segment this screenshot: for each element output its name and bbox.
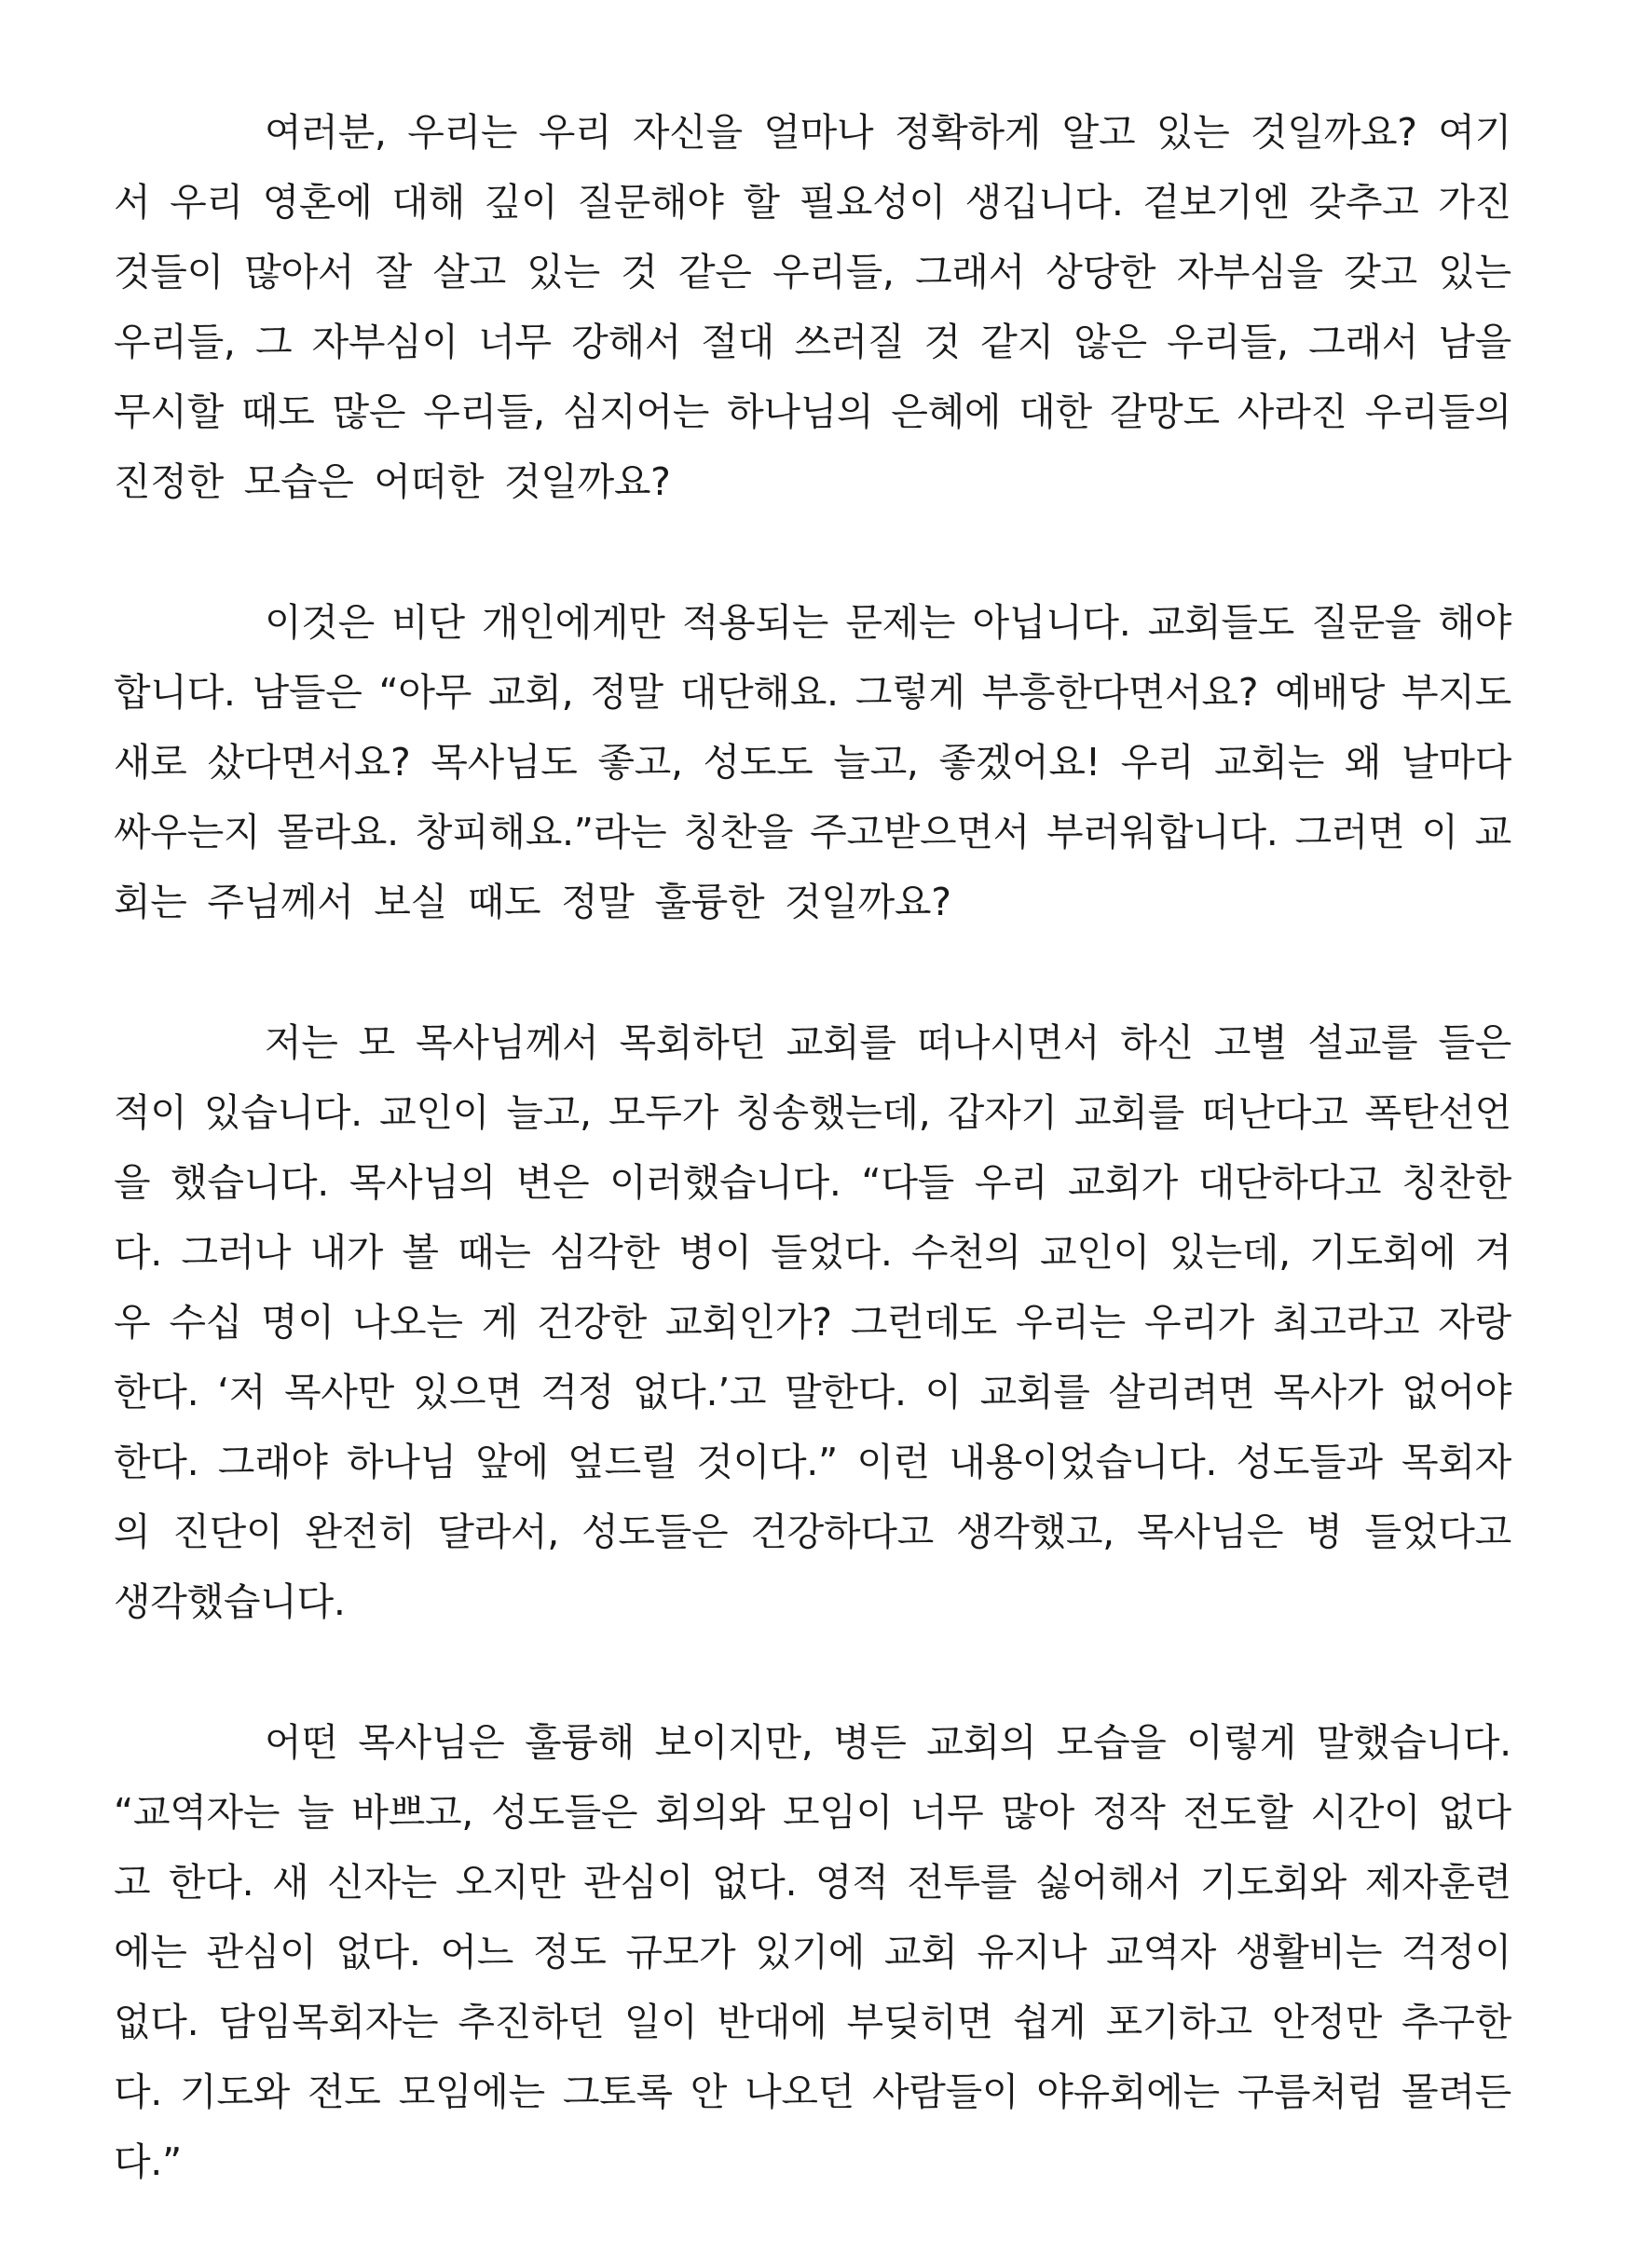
- word: 들었다고: [1364, 1510, 1511, 1554]
- word: 없다.: [335, 1930, 421, 1974]
- word: 을: [114, 1160, 151, 1205]
- word: 성도들은: [581, 1510, 729, 1554]
- word: 없어야: [1401, 1370, 1511, 1414]
- word: 최고라고: [1272, 1300, 1420, 1345]
- word: 것일까요?: [1251, 110, 1417, 155]
- word: 있는: [1438, 250, 1511, 294]
- word: 비단: [391, 600, 465, 645]
- word: 모임에는: [398, 2070, 545, 2114]
- word: 날마다: [1401, 740, 1511, 785]
- word: 심지어는: [562, 389, 710, 434]
- word: 그러나: [181, 1230, 292, 1275]
- word: 싫어해서: [1034, 1860, 1183, 1905]
- text-line: 다.”: [114, 2139, 182, 2184]
- word: 목사만: [284, 1370, 394, 1414]
- text-line: [114, 1008, 1511, 1078]
- word: 교인이: [1040, 1230, 1150, 1275]
- word: 개인에게만: [482, 600, 665, 645]
- word: 목사님은: [1136, 1510, 1284, 1554]
- word: 사라진: [1237, 389, 1347, 434]
- word: 저는: [265, 1020, 338, 1065]
- text-line: [114, 1218, 1511, 1288]
- word: 여러분,: [265, 110, 387, 155]
- word: 가진: [1438, 180, 1511, 225]
- word: 좋고,: [597, 740, 683, 785]
- word: 우리: [974, 1160, 1048, 1205]
- word: 변은: [515, 1160, 590, 1205]
- word: 담임목회자는: [218, 2000, 439, 2044]
- word: 건강한: [537, 1300, 647, 1345]
- word: 목사님의: [349, 1160, 496, 1205]
- word: 정말: [590, 670, 663, 715]
- word: 어떤: [265, 1720, 338, 1765]
- word: 우리는: [407, 110, 518, 155]
- word: 새로: [114, 740, 187, 785]
- paragraph-4: [114, 1708, 1511, 2197]
- word: 우: [114, 1300, 151, 1345]
- word: 없다.: [114, 2000, 199, 2044]
- word: 추진하던: [458, 2000, 605, 2044]
- word: 걱정: [540, 1370, 615, 1414]
- text-line: [114, 1778, 1511, 1848]
- word: 늘고,: [833, 740, 919, 785]
- word: 교인이: [379, 1090, 490, 1135]
- word: 새: [272, 1860, 309, 1905]
- word: 없다.’고: [632, 1370, 767, 1414]
- word: 시간이: [1310, 1790, 1421, 1835]
- text-line: [114, 1428, 1511, 1497]
- word: 우리: [538, 110, 612, 155]
- word: 하신: [1120, 1020, 1194, 1065]
- word: 강해서: [571, 320, 682, 364]
- text-line: [114, 1288, 1511, 1358]
- word: 않은: [1073, 320, 1147, 364]
- word: 고: [114, 1860, 151, 1905]
- word: 합니다.: [114, 670, 236, 715]
- word: 게: [481, 1300, 518, 1345]
- word: 완전히: [305, 1510, 416, 1554]
- word: 할: [743, 180, 780, 225]
- word: 많아서: [244, 250, 355, 294]
- word: 창피해요.”라는: [415, 810, 667, 854]
- word: 있기에: [755, 1930, 866, 1974]
- word: 건강하다고: [750, 1510, 934, 1554]
- word: 엎드릴: [567, 1440, 678, 1484]
- word: 진단이: [172, 1510, 283, 1554]
- word: 전도: [307, 2070, 381, 2114]
- word: 교회,: [487, 670, 574, 715]
- word: 이러했습니다.: [609, 1160, 841, 1205]
- word: 많은: [332, 389, 406, 434]
- word: 병이: [678, 1230, 752, 1275]
- word: 그러면: [1294, 810, 1405, 854]
- word: 살고: [432, 250, 506, 294]
- word: 추구한: [1401, 2000, 1511, 2044]
- word: 남들은: [252, 670, 362, 715]
- word: 몰라요.: [277, 810, 399, 854]
- word: 걱정이: [1401, 1930, 1511, 1974]
- word: 칭찬한: [1401, 1160, 1511, 1205]
- word: 하나님의: [727, 389, 874, 434]
- word: 교회들도: [1147, 600, 1294, 645]
- word: 교회: [883, 1930, 958, 1974]
- word: 질문해야: [577, 180, 724, 225]
- word: 한다.: [114, 1440, 199, 1484]
- document-page: [114, 98, 1511, 2268]
- word: 그래서: [1308, 320, 1419, 364]
- word: 여기: [1438, 110, 1511, 155]
- word: 성도도: [703, 740, 814, 785]
- word: 적이: [114, 1090, 187, 1135]
- word: “다들: [861, 1160, 954, 1205]
- word: 정도: [532, 1930, 607, 1974]
- word: 말했습니다.: [1316, 1720, 1511, 1765]
- text-line: [114, 377, 1511, 447]
- word: 서: [114, 180, 151, 225]
- word: “교역자는: [114, 1790, 280, 1835]
- word: 기도와: [180, 2070, 290, 2114]
- text-line: 진정한 모습은 어떠한 것일까요?: [114, 459, 671, 504]
- word: 모: [358, 1020, 395, 1065]
- word: 교회를: [1073, 1090, 1184, 1135]
- word: 교회는: [1214, 740, 1325, 785]
- word: 늘: [297, 1790, 335, 1835]
- word: 다.: [114, 2070, 163, 2114]
- word: 필요성이: [799, 180, 946, 225]
- word: 몰려든: [1401, 2070, 1511, 2114]
- word: 에는: [114, 1930, 187, 1974]
- word: 교회가: [1068, 1160, 1178, 1205]
- word: 생각했고,: [955, 1510, 1114, 1554]
- text-line: [114, 307, 1511, 377]
- word: 자랑: [1438, 1300, 1511, 1345]
- word: 남을: [1438, 320, 1511, 364]
- word: 전도할: [1183, 1790, 1293, 1835]
- word: 때도: [240, 389, 315, 434]
- word: 있는: [1155, 110, 1230, 155]
- word: 영혼에: [262, 180, 373, 225]
- word: 알고: [1061, 110, 1136, 155]
- word: 없다.: [711, 1860, 798, 1905]
- word: 어느: [440, 1930, 514, 1974]
- word: 정작: [1091, 1790, 1166, 1835]
- word: 규모가: [625, 1930, 736, 1974]
- word: 우리들,: [772, 250, 895, 294]
- word: 앞에: [475, 1440, 549, 1484]
- word: 갖고: [1344, 250, 1417, 294]
- word: 모습을: [1056, 1720, 1167, 1765]
- word: 들었다.: [770, 1230, 893, 1275]
- word: 이: [1421, 810, 1458, 854]
- word: 예배당: [1275, 670, 1386, 715]
- word: 목사가: [1273, 1370, 1384, 1414]
- word: 하나님: [346, 1440, 457, 1484]
- paragraph-2: [114, 588, 1511, 937]
- word: 바쁘고,: [351, 1790, 474, 1835]
- word: 명이: [261, 1300, 335, 1345]
- text-line: [114, 1497, 1511, 1567]
- word: 싸우는지: [114, 810, 261, 854]
- word: 교회를: [786, 1020, 896, 1065]
- word: 이렇게: [1186, 1720, 1297, 1765]
- word: 같은: [677, 250, 752, 294]
- text-line: [114, 1848, 1511, 1918]
- word: 안정만: [1271, 2000, 1382, 2044]
- word: 문제는: [845, 600, 956, 645]
- text-line: [114, 1988, 1511, 2057]
- word: 볼: [402, 1230, 439, 1275]
- word: 오지만: [455, 1860, 566, 1905]
- word: 병든: [833, 1720, 907, 1765]
- word: 떠난다고: [1201, 1090, 1348, 1135]
- word: 있습니다.: [203, 1090, 362, 1135]
- word: 그렇게: [855, 670, 965, 715]
- word: 했습니다.: [171, 1160, 330, 1205]
- word: 훌륭해: [524, 1720, 635, 1765]
- word: 대한: [1019, 389, 1092, 434]
- word: 갑자기: [947, 1090, 1058, 1135]
- word: 회의와: [655, 1790, 766, 1835]
- word: 생깁니다.: [964, 180, 1124, 225]
- word: 유지나: [977, 1930, 1087, 1974]
- word: 없다: [1438, 1790, 1511, 1835]
- text-line: [114, 238, 1511, 307]
- word: 것들이: [114, 250, 224, 294]
- word: 대해: [391, 180, 466, 225]
- word: 것: [621, 250, 658, 294]
- word: 자부심이: [311, 320, 458, 364]
- word: 달라서,: [437, 1510, 559, 1554]
- word: 의: [114, 1510, 151, 1554]
- word: 내가: [309, 1230, 384, 1275]
- text-line: 생각했습니다.: [114, 1579, 346, 1624]
- word: 목사님은: [358, 1720, 505, 1765]
- word: 샀다면서요?: [207, 740, 411, 785]
- text-line: [114, 1148, 1511, 1218]
- word: 잘: [375, 250, 412, 294]
- word: 반대에: [717, 2000, 827, 2044]
- word: 칭송했는데,: [735, 1090, 931, 1135]
- word: 깊이: [484, 180, 558, 225]
- word: 그: [254, 320, 293, 364]
- word: 모두가: [608, 1090, 718, 1135]
- paragraph-1: [114, 98, 1511, 517]
- word: 그런데도: [850, 1300, 997, 1345]
- word: 은혜에: [891, 389, 1002, 434]
- text-line: [114, 1918, 1511, 1988]
- word: 설교를: [1307, 1020, 1418, 1065]
- text-line: [114, 168, 1511, 238]
- text-line: [114, 1708, 1511, 1778]
- word: 있는: [526, 250, 600, 294]
- word: 부러워합니다.: [1046, 810, 1278, 854]
- word: 있는데,: [1169, 1230, 1291, 1275]
- word: 해야: [1438, 600, 1511, 645]
- text-line: [114, 1078, 1511, 1148]
- word: 갖추고: [1308, 180, 1419, 225]
- word: 칭찬을: [683, 810, 794, 854]
- word: 기도회와: [1199, 1860, 1347, 1905]
- word: 야유회에는: [1036, 2070, 1220, 2114]
- text-line: [114, 2057, 1511, 2127]
- text-line: [114, 98, 1511, 168]
- word: 이런: [856, 1440, 930, 1484]
- word: 너무: [909, 1790, 984, 1835]
- word: 다.: [114, 1230, 163, 1275]
- word: 자신을: [632, 110, 743, 155]
- text-line: [114, 1358, 1511, 1428]
- word: 주고받으면서: [810, 810, 1030, 854]
- word: 절대: [701, 320, 775, 364]
- word: 기도회에: [1309, 1230, 1456, 1275]
- text-line: [114, 658, 1511, 728]
- word: 제자훈련: [1364, 1860, 1511, 1905]
- word: 관심이: [206, 1930, 317, 1974]
- word: 자부심을: [1176, 250, 1323, 294]
- text-line: [114, 728, 1511, 798]
- word: 모임이: [782, 1790, 893, 1835]
- word: 영적: [814, 1860, 889, 1905]
- word: 목회자: [1401, 1440, 1511, 1484]
- word: 일이: [623, 2000, 698, 2044]
- word: 전투를: [907, 1860, 1018, 1905]
- word: 한다.: [114, 1370, 199, 1414]
- word: 우리들의: [1364, 389, 1511, 434]
- word: 들은: [1438, 1020, 1511, 1065]
- word: 부흥한다면서요?: [981, 670, 1259, 715]
- word: 것: [923, 320, 961, 364]
- word: 성도들과: [1236, 1440, 1383, 1484]
- word: 포기하고: [1105, 2000, 1252, 2044]
- word: 심각한: [549, 1230, 660, 1275]
- word: 말한다.: [785, 1370, 907, 1414]
- word: 떠나시면서: [916, 1020, 1101, 1065]
- word: 그래서: [915, 250, 1025, 294]
- word: 수천의: [910, 1230, 1021, 1275]
- word: 안: [690, 2070, 728, 2114]
- word: 아닙니다.: [972, 600, 1131, 645]
- word: 우리들,: [1167, 320, 1289, 364]
- word: 고별: [1213, 1020, 1288, 1065]
- word: 대단하다고: [1197, 1160, 1382, 1205]
- word: 쓰러질: [794, 320, 905, 364]
- word: 보이지만,: [654, 1720, 814, 1765]
- word: 같지: [980, 320, 1054, 364]
- word: 때는: [457, 1230, 531, 1275]
- word: 한다.: [169, 1860, 254, 1905]
- word: ‘저: [217, 1370, 267, 1414]
- word: 상당한: [1046, 250, 1156, 294]
- word: 교회의: [926, 1720, 1037, 1765]
- paragraph-3: [114, 1008, 1511, 1637]
- word: 성도들은: [490, 1790, 638, 1835]
- word: 교역자: [1106, 1930, 1217, 1974]
- word: 적용되는: [681, 600, 829, 645]
- word: 살리려면: [1108, 1370, 1255, 1414]
- word: 갈망도: [1109, 389, 1220, 434]
- word: 교: [1474, 810, 1511, 854]
- word: 늘고,: [506, 1090, 592, 1135]
- word: 교회를: [979, 1370, 1090, 1414]
- word: 너무: [478, 320, 552, 364]
- word: “아무: [378, 670, 472, 715]
- word: 질문을: [1311, 600, 1422, 645]
- word: 목사님께서: [415, 1020, 599, 1065]
- word: 우리: [1120, 740, 1195, 785]
- word: 우리가: [1143, 1300, 1254, 1345]
- word: 그토록: [562, 2070, 673, 2114]
- word: 겉보기엔: [1142, 180, 1290, 225]
- word: 많아: [1001, 1790, 1075, 1835]
- word: 우리는: [1016, 1300, 1126, 1345]
- word: 우리들,: [423, 389, 545, 434]
- word: 교회인가?: [665, 1300, 832, 1345]
- word: 생활비는: [1235, 1930, 1383, 1974]
- word: 신자는: [327, 1860, 437, 1905]
- word: 정확하게: [894, 110, 1042, 155]
- word: 부지도: [1401, 670, 1511, 715]
- word: 것이다.”: [696, 1440, 838, 1484]
- word: 나오는: [352, 1300, 463, 1345]
- word: 우리들,: [114, 320, 236, 364]
- word: 이: [924, 1370, 962, 1414]
- text-line: [114, 798, 1511, 868]
- word: 좋겠어요!: [938, 740, 1101, 785]
- word: 수십: [169, 1300, 242, 1345]
- word: 목사님도: [431, 740, 578, 785]
- word: 구름처럼: [1237, 2070, 1384, 2114]
- word: 겨: [1474, 1230, 1511, 1275]
- word: 폭탄선언: [1364, 1090, 1511, 1135]
- word: 내용이었습니다.: [949, 1440, 1218, 1484]
- word: 그래야: [217, 1440, 328, 1484]
- word: 있으면: [412, 1370, 523, 1414]
- text-line: 회는 주님께서 보실 때도 정말 훌륭한 것일까요?: [114, 880, 951, 924]
- word: 부딪히면: [846, 2000, 993, 2044]
- word: 대단해요.: [679, 670, 839, 715]
- word: 우리: [170, 180, 243, 225]
- word: 목회하던: [619, 1020, 766, 1065]
- word: 병: [1306, 1510, 1343, 1554]
- word: 사람들이: [871, 2070, 1019, 2114]
- word: 이것은: [265, 600, 375, 645]
- word: 무시할: [114, 389, 224, 434]
- word: 관심이: [583, 1860, 694, 1905]
- text-line: [114, 588, 1511, 658]
- word: 얼마나: [763, 110, 874, 155]
- word: 쉽게: [1012, 2000, 1087, 2044]
- word: 왜: [1344, 740, 1382, 785]
- word: 나오던: [745, 2070, 855, 2114]
